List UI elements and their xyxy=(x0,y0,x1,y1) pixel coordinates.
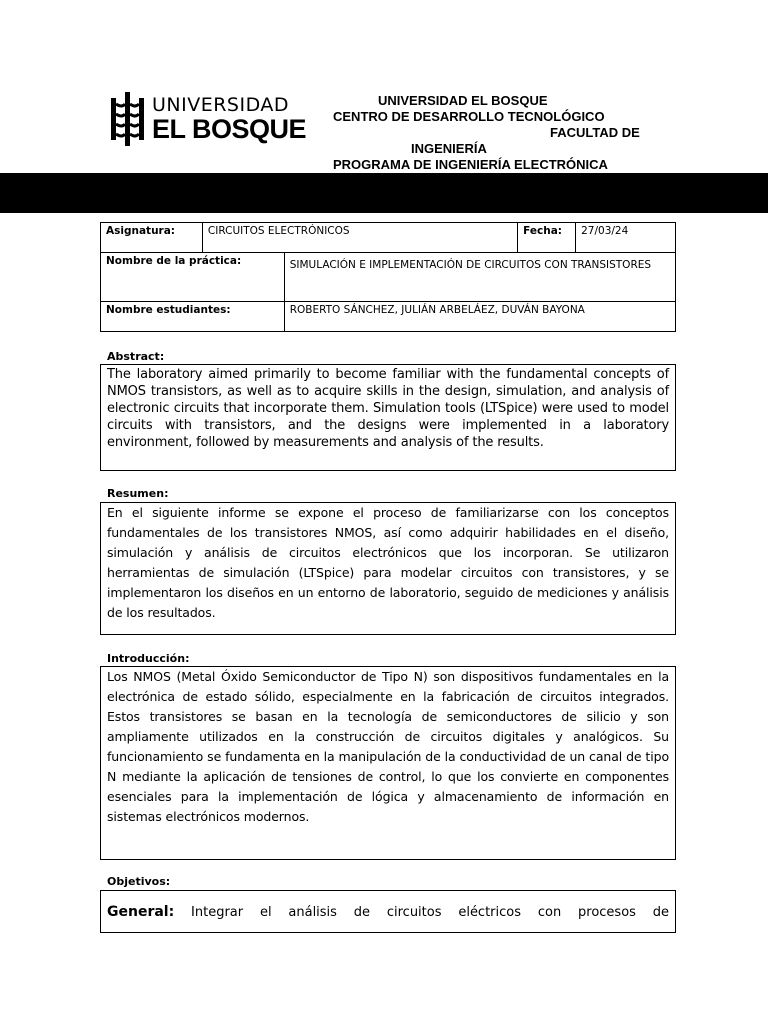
date-label: Fecha: xyxy=(518,223,576,253)
objective-general-label: General: xyxy=(107,904,175,920)
abstract-label: Abstract: xyxy=(107,350,165,363)
intro-box xyxy=(100,666,676,860)
practice-label: Nombre de la práctica: xyxy=(101,253,285,302)
header-black-bar xyxy=(0,173,768,213)
subject-value: CIRCUITOS ELECTRÓNICOS xyxy=(202,223,517,253)
header-center: CENTRO DE DESARROLLO TECNOLÓGICO xyxy=(333,109,605,124)
objectives-box xyxy=(100,890,676,933)
logo-text-universidad: UNIVERSIDAD xyxy=(152,94,290,116)
resumen-box xyxy=(100,502,676,635)
practice-value: SIMULACIÓN E IMPLEMENTACIÓN DE CIRCUITOS CON TRANSISTORES xyxy=(284,253,675,302)
objectives-label: Objetivos: xyxy=(107,875,171,888)
intro-label: Introducción: xyxy=(107,652,190,665)
university-logo xyxy=(108,92,307,146)
objective-general-text: Integrar el análisis de circuitos eléctricos con procesos de xyxy=(191,905,670,920)
crest-icon xyxy=(108,92,148,146)
header-program: PROGRAMA DE INGENIERÍA ELECTRÓNICA xyxy=(333,157,608,172)
students-value: ROBERTO SÁNCHEZ, JULIÁN ARBELÁEZ, DUVÁN BAYONA xyxy=(284,302,675,332)
header-faculty-part1: FACULTAD DE xyxy=(550,125,640,140)
intro-text: Los NMOS (Metal Óxido Semiconductor de Tipo N) son dispositivos fundamentales en la electrónica de estado sólido, especialmente en la fabricación de circuitos integrados. Estos transistores se basan en la tecnología de semiconductores de silicio y son ampliamente utilizados en la construcción de circuitos digitales y analógicos. Su funcionamiento se fundamenta en la manipulación de la conductividad de un canal de tipo N mediante la aplicación de tensiones de control, lo que los convierte en componentes esenciales para la implementación de lógica y almacenamiento de información en sistemas electrónicos modernos. xyxy=(107,669,669,824)
resumen-label: Resumen: xyxy=(107,487,169,500)
abstract-box xyxy=(100,364,676,471)
header-university: UNIVERSIDAD EL BOSQUE xyxy=(378,93,548,108)
course-info-table xyxy=(100,222,676,332)
date-value: 27/03/24 xyxy=(576,223,676,253)
abstract-text: The laboratory aimed primarily to become familiar with the fundamental concepts of NMOS transistors, as well as to acquire skills in the design, simulation, and analysis of electronic circuits that incorporate them. Simulation tools (LTSpice) were used to model circuits with transistors, and the designs were implemented in a laboratory environment, followed by measurements and analysis of the results. xyxy=(107,367,669,450)
logo-text-elbosque: EL BOSQUE xyxy=(152,114,307,144)
subject-label: Asignatura: xyxy=(101,223,203,253)
resumen-text: En el siguiente informe se expone el proceso de familiarizarse con los conceptos fundamentales de los transistores NMOS, así como adquirir habilidades en el diseño, simulación y análisis de circuitos electrónicos que los incorporan. Se utilizaron herramientas de simulación (LTSpice) para modelar circuitos con transistores, y se implementaron los diseños en un entorno de laboratorio, seguido de mediciones y análisis de los resultados. xyxy=(107,505,669,620)
students-label: Nombre estudiantes: xyxy=(101,302,285,332)
objective-general xyxy=(107,902,669,923)
header-faculty-part2: INGENIERÍA xyxy=(411,141,487,156)
